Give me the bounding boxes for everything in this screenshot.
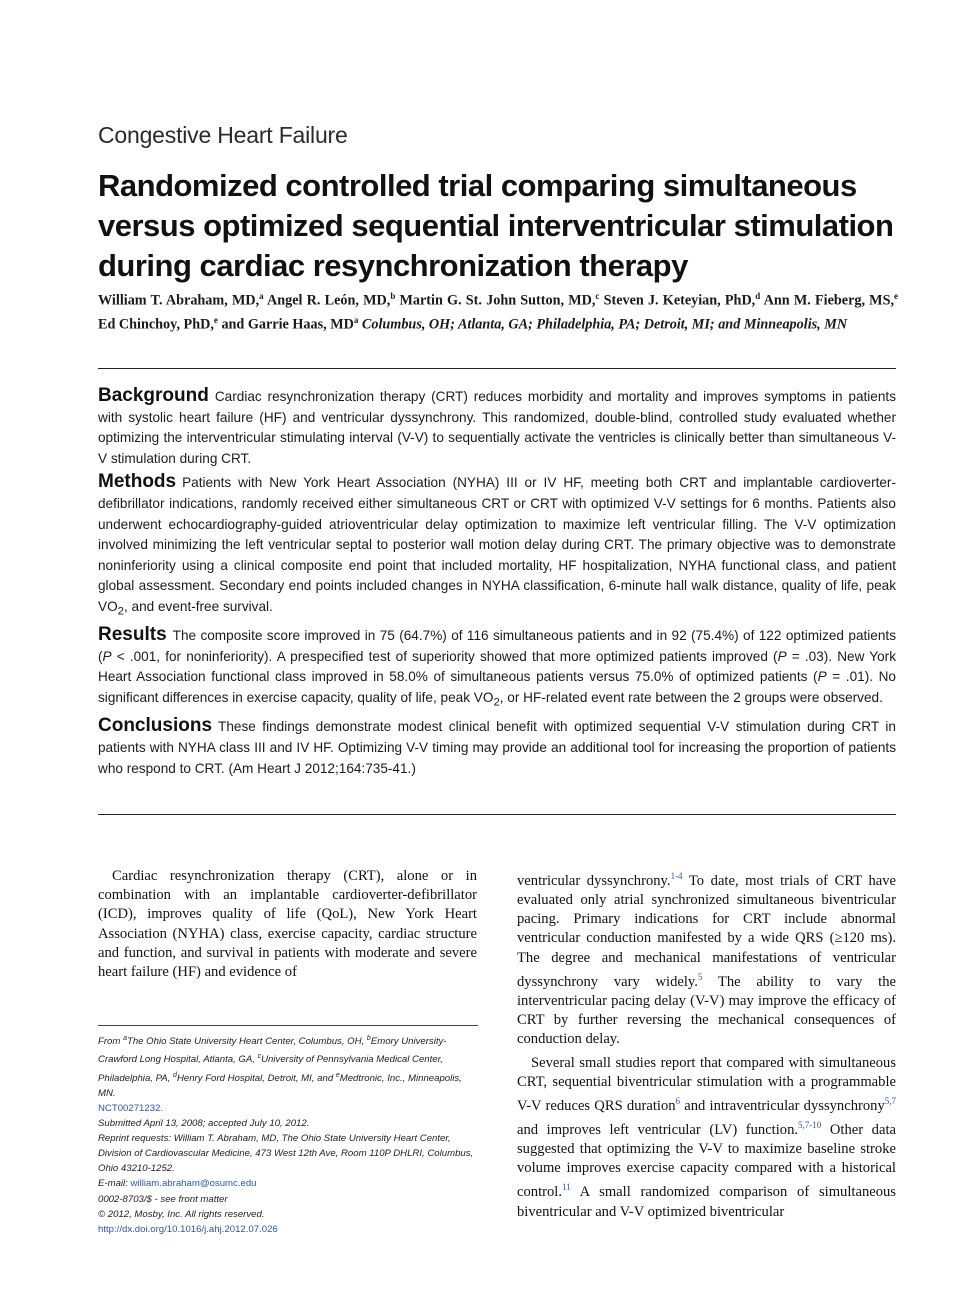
affiliation-marker: a <box>353 314 359 325</box>
body-paragraph: Several small studies report that compared with simultaneous CRT, sequential biventricular stimulation with a programmable V-V reduces QRS duration$^6$ and intraventricular dyssynchrony$^{5,7}$ and improves left ventricular (LV) function.$^{5,7-10}$ Other data suggested that optimizing the V-V to maximize baseline stroke volume improves exercise capacity compared with a historical control.$^{11}$ A small randomized comparison of simultaneous biventricular and V-V optimized biventricular <box>517 1054 896 1220</box>
results-heading: Results <box>98 624 167 646</box>
abstract <box>98 386 896 782</box>
issn-line: 0002-8703/$ - see front matter <box>98 1193 228 1205</box>
email-link[interactable]: william.abraham@osumc.edu <box>130 1178 257 1190</box>
doi-link[interactable]: http://dx.doi.org/10.1016/j.ahj.2012.07.026 <box>98 1223 278 1235</box>
author-locations: Columbus, OH; Atlanta, GA; Philadelphia, PA; Detroit, MI; and Minneapolis, MN <box>361 316 848 333</box>
body-paragraph: ventricular dyssynchrony.$^{1-4}$ To date, most trials of CRT have evaluated only atrial synchronized simultaneous biventricular pacing. Primary indications for CRT include abnormal ventricular conduction manifested by a wide QRS (≥120 ms). The degree and mechanical manifestations of ventricular dyssynchrony vary widely.$^5$ The ability to vary the interventricular pacing delay (V-V) may improve the efficacy of CRT by further reversing the mechanical consequences of conduction delay. <box>517 871 896 1048</box>
reprint-requests: Reprint requests: William T. Abraham, MD, The Ohio State University Heart Center, Division of Cardiovascular Medicine, 473 West 12th Ave, Room 110P DHLRI, Columbus, Ohio 43210-1252. <box>98 1133 474 1175</box>
body-column-right <box>517 867 896 1222</box>
citation-link[interactable]: 1-4 <box>670 871 683 881</box>
citation-link[interactable]: 11 <box>562 1182 571 1193</box>
conclusions-heading: Conclusions <box>98 715 213 737</box>
background-heading: Background <box>98 385 209 406</box>
body-paragraph: Cardiac resynchronization therapy (CRT), alone or in combination with an implantable cardioverter-defibrillator (ICD), improves quality of life (QoL), New York Heart Association (NYHA) class, exercise capacity, cardiac structure and function, and survival in patients with moderate and severe heart failure (HF) and evidence of <box>98 868 477 981</box>
footnote-rule <box>98 1025 478 1026</box>
results-text: = .03). New York Heart Association functional class improved in 58.0% of simultaneous patients versus 75.0% of optimized patients ( <box>98 648 896 685</box>
abstract-results <box>98 625 896 713</box>
email-line: E-mail: william.abraham@osumc.edu <box>98 1178 257 1190</box>
p-variable: P <box>817 669 827 685</box>
body-column-left <box>98 867 477 982</box>
results-text: < .001, for noninferiority). A prespecified test of superiority showed that more optimized patients improved ( <box>111 648 778 664</box>
author-name: Ed Chinchoy, PhD, <box>98 316 214 333</box>
author-name: William T. Abraham, MD, <box>98 292 260 309</box>
article-title: Randomized controlled trial comparing simultaneous versus optimized sequential interventricular stimulation during cardiac resynchronization therapy <box>98 168 894 283</box>
affiliation-marker: e <box>213 314 218 325</box>
abstract-methods <box>98 472 896 622</box>
methods-text: Patients with New York Heart Association (NYHA) III or IV HF, meeting both CRT and implantable cardioverter-defibrillator indications, randomly received either simultaneous CRT or CRT with optimized V-V settings for 6 months. Patients also underwent echocardiography-guided atrioventricular delay optimization to maximize left ventricular filling. The V-V optimization involved minimizing the left ventricular septal to posterior wall motion delay during CRT. The primary objective was to demonstrate noninferiority using a clinical composite end point that included mortality, HF hospitalization, NYHA functional class, and patient global assessment. Secondary end points included changes in NYHA classification, 6-minute hall walk distance, quality of life, peak VO <box>98 475 896 614</box>
background-text: Cardiac resynchronization therapy (CRT) reduces morbidity and mortality and improves symptoms in patients with systolic heart failure (HF) and ventricular dyssynchrony. This randomized, double-blind, controlled study evaluated whether optimizing the interventricular stimulating interval (V-V) to sequentially activate the ventricles is clinically better than simultaneous V-V stimulation during CRT. <box>98 389 896 466</box>
p-variable: P <box>102 648 112 664</box>
footnotes <box>98 1031 478 1237</box>
affiliations: From $^a$The Ohio State University Heart Center, Columbus, OH, $^b$Emory University-Crawford Long Hospital, Atlanta, GA, $^c$University of Pennsylvania Medical Center, Philadelphia, PA, $^d$Henry Ford Hospital, Detroit, MI, and $^e$Medtronic, Inc., Minneapolis, MN. <box>98 1035 462 1099</box>
affiliation-marker: c <box>595 291 600 301</box>
affiliation-marker: b <box>390 291 396 301</box>
abstract-bottom-rule <box>98 814 896 815</box>
methods-heading: Methods <box>98 471 177 493</box>
citation-link[interactable]: 5 <box>697 971 703 982</box>
section-label: Congestive Heart Failure <box>98 122 348 148</box>
author-name: Ann M. Fieberg, MS, <box>763 292 895 309</box>
methods-text-end: , and event-free survival. <box>123 598 273 614</box>
submission-dates: Submitted April 13, 2008; accepted July 10, 2012. <box>98 1118 310 1130</box>
citation-link[interactable]: 6 <box>675 1095 681 1106</box>
subscript: 2 <box>117 605 124 618</box>
abstract-top-rule <box>98 368 896 369</box>
copyright-line: © 2012, Mosby, Inc. All rights reserved. <box>98 1208 265 1220</box>
author-name: Steven J. Keteyian, PhD, <box>603 292 756 309</box>
affiliation-marker: d <box>755 291 761 301</box>
results-text: = .01). No significant differences in exercise capacity, quality of life, peak VO <box>98 669 896 706</box>
conclusions-text: These findings demonstrate modest clinical benefit with optimized sequential V-V stimulation during CRT in patients with NYHA class III and IV HF. Optimizing V-V timing may provide an additional tool for increasing the proportion of patients who respond to CRT. (Am Heart J 2012;164:735-41.) <box>98 719 896 776</box>
citation-link[interactable]: 5,7-10 <box>798 1120 822 1131</box>
p-variable: P <box>777 648 787 664</box>
citation-link[interactable]: 5,7 <box>884 1095 896 1106</box>
affiliation-marker: e <box>894 291 899 301</box>
abstract-background <box>98 386 896 469</box>
affiliation-marker: a <box>259 291 264 301</box>
results-text: , or HF-related event rate between the 2 groups were observed. <box>499 690 883 706</box>
author-name: Angel R. León, MD, <box>267 292 391 309</box>
results-text: The composite score improved in 75 (64.7%) of 116 simultaneous patients and in 92 (75.4%) of 122 optimized patients ( <box>98 628 896 664</box>
author-name: and Garrie Haas, MD <box>221 316 354 333</box>
author-list <box>98 287 898 334</box>
trial-registration-link[interactable]: NCT00271232. <box>98 1102 164 1114</box>
subscript: 2 <box>493 696 500 709</box>
author-name: Martin G. St. John Sutton, MD, <box>399 292 596 309</box>
abstract-conclusions <box>98 716 896 779</box>
